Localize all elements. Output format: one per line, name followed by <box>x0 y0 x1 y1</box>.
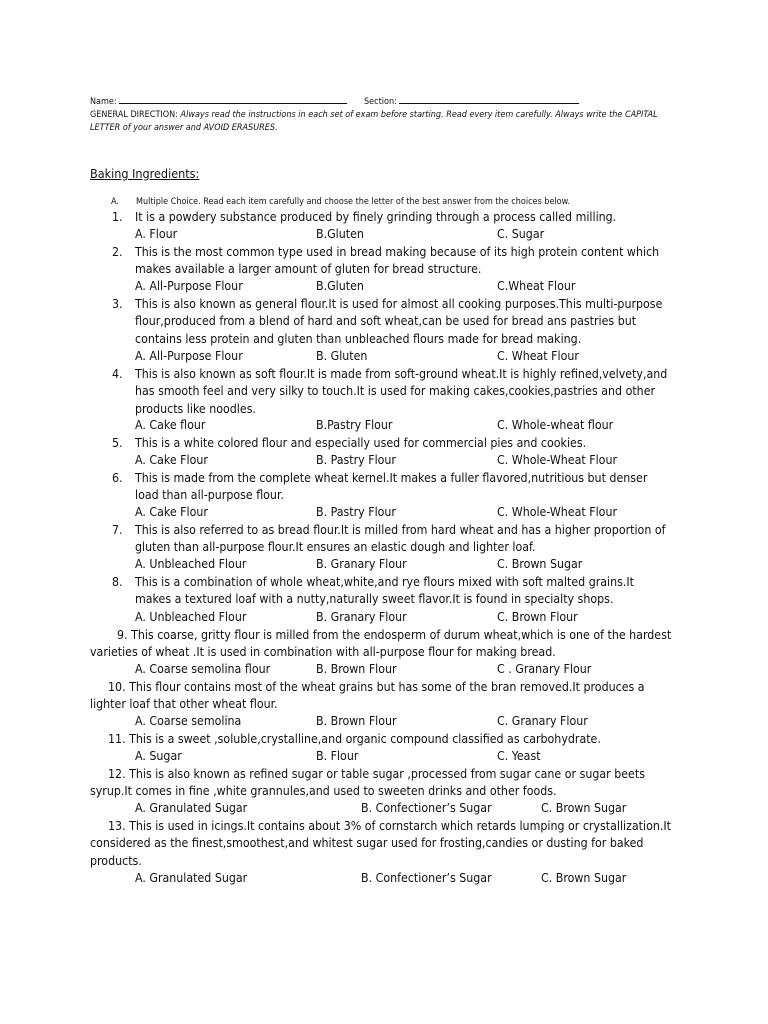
question-text: It is a powdery substance produced by finely grinding through a process called milling. <box>135 210 617 224</box>
choice-a[interactable]: A. Granulated Sugar <box>135 801 248 815</box>
choices-3 <box>135 348 695 365</box>
instruction-text: Multiple Choice. Read each item carefully and choose the letter of the best answer from the choices below. <box>136 197 570 207</box>
choices-6 <box>135 504 695 521</box>
choice-c[interactable]: C. Wheat Flour <box>497 349 579 363</box>
choice-b[interactable]: B. Granary Flour <box>316 557 407 571</box>
question-number: 13. <box>108 819 126 833</box>
choice-a[interactable]: A. Sugar <box>135 749 182 763</box>
question-number: 4. <box>112 367 123 381</box>
question-number: 6. <box>112 471 123 485</box>
choice-c[interactable]: C. Brown Sugar <box>541 871 627 885</box>
choice-b[interactable]: B. Pastry Flour <box>316 453 396 467</box>
question-body <box>90 731 670 748</box>
general-direction-text: Always read the instructions in each set of exam before starting. Read every item carefully. Always write the CAPITAL LETTER of your answer and AVOID ERASURES. <box>90 110 658 133</box>
question-text: This is the most common type used in bread making because of its high protein content which makes available a larger amount of gluten for bread structure. <box>135 245 660 277</box>
question-text: This is a white colored flour and especially used for commercial pies and cookies. <box>135 436 587 450</box>
choice-c[interactable]: C. Whole-wheat flour <box>497 418 614 432</box>
choice-a[interactable]: A. Coarse semolina flour <box>135 662 271 676</box>
question-number: 10. <box>108 680 126 694</box>
general-direction-label: GENERAL DIRECTION: <box>90 110 178 120</box>
question-text: This is used in icings.It contains about 3% of cornstarch which retards lumping or crystallization.It considered as the finest,smoothest,and whitest sugar used for frosting,candies or dusting for baked products. <box>90 819 671 868</box>
question-3 <box>112 296 675 348</box>
question-5 <box>112 435 672 452</box>
question-text: This coarse, gritty flour is milled from the endosperm of durum wheat,which is one of the hardest varieties of wheat .It is used in combination with all-purpose flour for making bread. <box>90 628 672 660</box>
question-text: This is also known as general flour.It is used for almost all cooking purposes.This multi-purpose flour,produced from a blend of hard and soft wheat,can be used for bread ans pastries but contains less protein and gluten than unbleached flours made for bread making. <box>135 297 663 346</box>
question-6 <box>112 470 672 505</box>
choices-12 <box>135 800 695 817</box>
name-label: Name: <box>90 97 117 107</box>
choice-a[interactable]: A. Granulated Sugar <box>135 871 248 885</box>
choice-c[interactable]: C. Brown Flour <box>497 610 578 624</box>
question-number: 1. <box>112 210 123 224</box>
choice-c[interactable]: C. Granary Flour <box>497 714 588 728</box>
choice-a[interactable]: A. All-Purpose Flour <box>135 349 243 363</box>
question-number: 12. <box>108 767 126 781</box>
choice-a[interactable]: A. Flour <box>135 227 178 241</box>
question-number: 8. <box>112 575 123 589</box>
choice-c[interactable]: C. Brown Sugar <box>497 557 583 571</box>
question-text: This is a combination of whole wheat,white,and rye flours mixed with soft malted grains.It makes a textured loaf with a nutty,naturally sweet flavor.It is found in specialty shops. <box>135 575 635 607</box>
question-text: This is a sweet ,soluble,crystalline,and organic compound classified as carbohydrate. <box>129 732 601 746</box>
choice-a[interactable]: A. Coarse semolina <box>135 714 242 728</box>
question-text: This is made from the complete wheat kernel.It makes a fuller flavored,nutritious but denser load than all-purpose flour. <box>135 471 648 503</box>
choice-c[interactable]: C.Wheat Flour <box>497 279 576 293</box>
choice-a[interactable]: A. Cake flour <box>135 418 206 432</box>
question-body <box>90 766 660 801</box>
choice-b[interactable]: B. Pastry Flour <box>316 505 396 519</box>
choice-b[interactable]: B. Granary Flour <box>316 610 407 624</box>
question-text: This is also referred to as bread flour.It is milled from hard wheat and has a higher proportion of gluten than all-purpose flour.It ensures an elastic dough and lighter loaf. <box>135 523 666 555</box>
question-text: This flour contains most of the wheat grains but has some of the bran removed.It produces a lighter loaf that other wheat flour. <box>90 680 645 712</box>
question-body <box>90 627 676 662</box>
question-number: 7. <box>112 523 123 537</box>
choices-8 <box>135 609 695 626</box>
question-body <box>90 679 670 714</box>
choice-b[interactable]: B. Flour <box>316 749 359 763</box>
question-number: 5. <box>112 436 123 450</box>
question-9 <box>90 627 676 662</box>
question-text: This is also known as refined sugar or table sugar ,processed from sugar cane or sugar beets syrup.It comes in fine ,white grannules,and used to sweeten drinks and other foods. <box>90 767 645 799</box>
choice-b[interactable]: B.Pastry Flour <box>316 418 393 432</box>
instruction <box>111 196 570 208</box>
choice-b[interactable]: B. Confectioner’s Sugar <box>361 871 492 885</box>
choice-c[interactable]: C. Brown Sugar <box>541 801 627 815</box>
choice-c[interactable]: C. Sugar <box>497 227 545 241</box>
question-7 <box>112 522 678 557</box>
general-direction <box>90 109 690 135</box>
choice-a[interactable]: A. Unbleached Flour <box>135 557 247 571</box>
question-12 <box>90 766 660 801</box>
question-number: 3. <box>112 297 123 311</box>
choices-5 <box>135 452 695 469</box>
question-8 <box>112 574 672 609</box>
choice-a[interactable]: A. All-Purpose Flour <box>135 279 243 293</box>
choice-b[interactable]: B.Gluten <box>316 227 364 241</box>
question-number: 9. <box>117 628 128 642</box>
choices-2 <box>135 278 695 295</box>
choice-b[interactable]: B. Gluten <box>316 349 368 363</box>
name-line <box>90 94 347 108</box>
choice-a[interactable]: A. Cake Flour <box>135 453 208 467</box>
section-title: Baking Ingredients: <box>90 166 200 181</box>
choice-c[interactable]: C. Yeast <box>497 749 541 763</box>
name-blank[interactable] <box>119 94 347 104</box>
section-label: Section: <box>364 97 397 107</box>
choices-9 <box>135 661 695 678</box>
section-line <box>364 94 579 108</box>
choice-a[interactable]: A. Unbleached Flour <box>135 610 247 624</box>
choices-1 <box>135 226 695 243</box>
question-11 <box>90 731 670 748</box>
question-13 <box>90 818 685 870</box>
choices-11 <box>135 748 695 765</box>
choices-4 <box>135 417 695 434</box>
section-blank[interactable] <box>399 94 579 104</box>
question-4 <box>112 366 678 418</box>
question-text: This is also known as soft flour.It is made from soft-ground wheat.It is highly refined,velvety,and has smooth feel and very silky to touch.It is used for making cakes,cookies,pastries and other products like noodles. <box>135 367 668 416</box>
choice-c[interactable]: C. Whole-Wheat Flour <box>497 453 618 467</box>
choice-c[interactable]: C . Granary Flour <box>497 662 592 676</box>
choice-a[interactable]: A. Cake Flour <box>135 505 208 519</box>
choice-b[interactable]: B.Gluten <box>316 279 364 293</box>
question-10 <box>90 679 670 714</box>
question-number: 2. <box>112 245 123 259</box>
choice-c[interactable]: C. Whole-Wheat Flour <box>497 505 618 519</box>
question-number: 11. <box>108 732 126 746</box>
choice-b[interactable]: B. Brown Flour <box>316 714 397 728</box>
question-2 <box>112 244 672 279</box>
choice-b[interactable]: B. Brown Flour <box>316 662 397 676</box>
choices-10 <box>135 713 695 730</box>
choice-b[interactable]: B. Confectioner’s Sugar <box>361 801 492 815</box>
question-1 <box>112 209 672 226</box>
choices-13 <box>135 870 695 887</box>
instruction-marker: A. <box>111 197 119 207</box>
question-body <box>90 818 685 870</box>
choices-7 <box>135 556 695 573</box>
